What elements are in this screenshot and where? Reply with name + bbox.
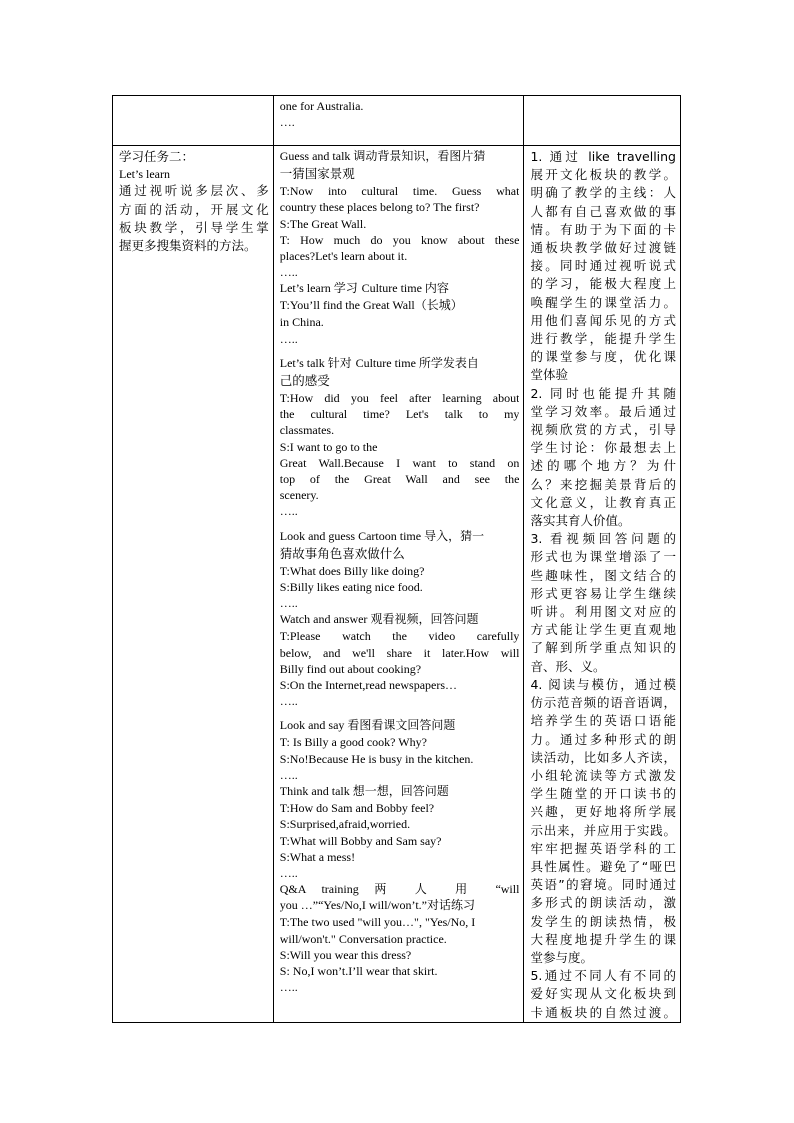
rationale-line: 人都有自己喜欢做的事 <box>530 203 676 219</box>
rationale-line: 唤醒学生的课堂活力。 <box>530 294 676 310</box>
dialog-line: Great Wall.Because I want to stand on <box>279 455 520 470</box>
rationale-line: 用他们喜闻乐见的方式 <box>530 312 676 328</box>
rationale-line: 爱好实现从文化板块到 <box>530 986 676 1002</box>
rationale-line: 情。有助于为下面的卡 <box>530 221 676 237</box>
task-desc-line: 握更多搜集资料的方法。 <box>119 238 257 254</box>
section-heading-learn: Let’s learn 学习 Culture time 内容 <box>279 281 449 296</box>
ellipsis: ….. <box>279 980 298 995</box>
cell-task <box>113 146 274 1023</box>
rationale-line: 通板块教学做好过渡链 <box>530 240 676 256</box>
rationale-line: 具性属性。避免了“哑巴 <box>530 858 676 874</box>
rationale-line: 形式更容易让学生继续 <box>530 585 676 601</box>
ellipsis: ….. <box>279 767 298 782</box>
dialog-line: T:You’ll find the Great Wall（长城） <box>279 298 463 313</box>
rationale-line: 示出来，并应用于实践。 <box>530 822 676 838</box>
table-row <box>113 146 681 1023</box>
dialog-line: T:What will Bobby and Sam say? <box>279 833 442 848</box>
section-heading-line: 己的感受 <box>279 372 330 388</box>
dialog-line: country these places belong to? The first? <box>279 200 480 215</box>
dialog-line: in China. <box>279 315 324 330</box>
dialog-line: S: No,I won’t.I’ll wear that skirt. <box>279 963 438 978</box>
dialog-line: the cultural time? Let's talk to my <box>279 407 520 422</box>
rationale-line: 了解到所学重点知识的 <box>530 640 676 656</box>
rationale-line: 仿示范音频的语音语调， <box>530 695 676 711</box>
table-row <box>113 96 681 146</box>
rationale-line: 大程度地提升学生的课 <box>530 931 676 947</box>
task-desc-line: 板块教学，引导学生掌 <box>119 219 269 235</box>
dialog-line: S:The Great Wall. <box>279 216 367 231</box>
dialog-line: T: How much do you know about these <box>279 232 520 247</box>
dialog-line: Billy find out about cooking? <box>279 661 422 676</box>
rationale-line: 读活动，比如多人齐读， <box>530 749 676 765</box>
dialog-line: T:What does Billy like doing? <box>279 563 425 578</box>
rationale-line: 多形式的朗读活动，激 <box>530 895 676 911</box>
dialog-line: S:On the Internet,read newspapers… <box>279 678 458 693</box>
rationale-line: 音、形、义。 <box>530 658 606 674</box>
dialog-line: S:Surprised,afraid,worried. <box>279 817 411 832</box>
section-heading-qa-line2: you …”“Yes/No,I will/won’t.”对话练习 <box>279 898 475 913</box>
dialog-line: classmates. <box>279 423 335 438</box>
dialog-line: places?Let's learn about it. <box>279 249 408 264</box>
rationale-line: 堂体验 <box>530 367 568 383</box>
rationale-line: 培养学生的英语口语能 <box>530 713 676 729</box>
rationale-line: 进行教学，能提升学生 <box>530 331 676 347</box>
section-heading-look-guess: Look and guess Cartoon time 导入，猜一 <box>279 528 485 543</box>
dialog-line: S:Billy likes eating nice food. <box>279 580 423 595</box>
rationale-line: 1. 通过 like travelling <box>530 149 676 164</box>
rationale-line: 的学习，能极大程度上 <box>530 276 676 292</box>
rationale-line: 落实其育人价值。 <box>530 513 631 529</box>
rationale-line: 接。同时通过视听说式 <box>530 258 676 274</box>
dialog-line: S:What a mess! <box>279 849 356 864</box>
cell-activity <box>273 96 524 146</box>
ellipsis: ….. <box>279 596 298 611</box>
ellipsis: ….. <box>279 865 298 880</box>
task-desc-line: 通过视听说多层次、多 <box>119 183 269 199</box>
section-heading-guess: Guess and talk 调动背景知识，看图片猜 <box>279 149 486 163</box>
dialog-line: S:No!Because He is busy in the kitchen. <box>279 751 474 766</box>
rationale-line: 堂参与度。 <box>530 949 593 965</box>
dialog-line: T:How did you feel after learning about <box>279 391 520 406</box>
rationale-line: 3. 看视频回答问题的 <box>530 531 676 547</box>
ellipsis: ….. <box>279 504 298 519</box>
rationale-line: 方式能让学生更直观地 <box>530 622 676 638</box>
dialog-line: T:How do Sam and Bobby feel? <box>279 801 435 816</box>
dialog-line: S:Will you wear this dress? <box>279 947 412 962</box>
dialog-line: scenery. <box>279 488 319 503</box>
rationale-line: 力。通过多种形式的朗 <box>530 731 676 747</box>
rationale-line: 4. 阅读与模仿，通过模 <box>530 676 676 692</box>
rationale-line: 明确了教学的主线：人 <box>530 185 676 201</box>
rationale-line: 么？来挖掘美景背后的 <box>530 476 676 492</box>
rationale-line: 听讲。利用图文对应的 <box>530 604 676 620</box>
rationale-line: 牢牢把握英语学科的工 <box>530 840 676 856</box>
cell-activity <box>273 146 524 1023</box>
dialog-line: will/won't." Conversation practice. <box>279 931 447 946</box>
section-heading-line: 猜故事角色喜欢做什么 <box>279 545 405 561</box>
section-heading-line: 一猜国家景观 <box>279 166 355 181</box>
dialog-line: T:Please watch the video carefully <box>279 629 520 644</box>
task-desc-line: 方面的活动，开展文化 <box>119 201 269 217</box>
section-heading-think: Think and talk 想一想，回答问题 <box>279 784 449 799</box>
rationale-line: 5.通过不同人有不同的 <box>530 968 676 984</box>
rationale-line: 文化意义，让教育真正 <box>530 494 676 510</box>
cell-rationale <box>524 96 681 146</box>
dialog-line: S:I want to go to the <box>279 439 378 454</box>
rationale-line: 形式也为课堂增添了一 <box>530 549 676 565</box>
dialog-line: top of the Great Wall and see the <box>279 472 520 487</box>
cell-rationale <box>524 146 681 1023</box>
task-subtitle: Let’s learn <box>119 167 170 182</box>
lesson-plan-table-wrapper <box>112 95 681 1023</box>
dialog-line: T:Now into cultural time. Guess what <box>279 184 520 199</box>
text-line: one for Australia. <box>279 99 364 113</box>
text-line: …. <box>279 115 295 130</box>
rationale-line: 小组轮流读等方式激发 <box>530 767 676 783</box>
rationale-line: 2. 同时也能提升其随 <box>530 385 676 401</box>
ellipsis: ….. <box>279 331 298 346</box>
section-heading-watch: Watch and answer 观看视频，回答问题 <box>279 612 479 627</box>
rationale-line: 卡通板块的自然过渡。 <box>530 1004 676 1020</box>
rationale-line: 发学生的朗读热情，极 <box>530 913 676 929</box>
dialog-line: T:The two used "will you…", "Yes/No, I <box>279 915 476 930</box>
rationale-line: 兴趣，更好地将所学展 <box>530 804 676 820</box>
rationale-line: 述的哪个地方？为什 <box>530 458 676 474</box>
rationale-line: 些趣味性，图文结合的 <box>530 567 676 583</box>
lesson-plan-table <box>112 95 681 1023</box>
dialog-line: below, and we'll share it later.How will <box>279 645 520 660</box>
ellipsis: ….. <box>279 265 298 280</box>
rationale-line: 学生随堂的开口读书的 <box>530 786 676 802</box>
rationale-line: 学生讨论：你最想去上 <box>530 440 676 456</box>
rationale-line: 视频欣赏的方式，引导 <box>530 422 676 438</box>
ellipsis: ….. <box>279 694 298 709</box>
rationale-line: 英语”的窘境。同时通过 <box>530 877 676 893</box>
section-heading-talk: Let’s talk 针对 Culture time 所学发表自 <box>279 355 479 370</box>
section-heading-qa: Q&A training 两 人 用 “will <box>279 882 520 897</box>
dialog-line: T: Is Billy a good cook? Why? <box>279 735 427 750</box>
section-heading-look-say: Look and say 看图看课文回答问题 <box>279 718 456 733</box>
cell-task <box>113 96 274 146</box>
rationale-line: 堂学习效率。最后通过 <box>530 403 676 419</box>
rationale-line: 展开文化板块的教学。 <box>530 167 676 183</box>
task-title: 学习任务二： <box>119 149 195 164</box>
rationale-line: 的课堂参与度，优化课 <box>530 349 676 365</box>
